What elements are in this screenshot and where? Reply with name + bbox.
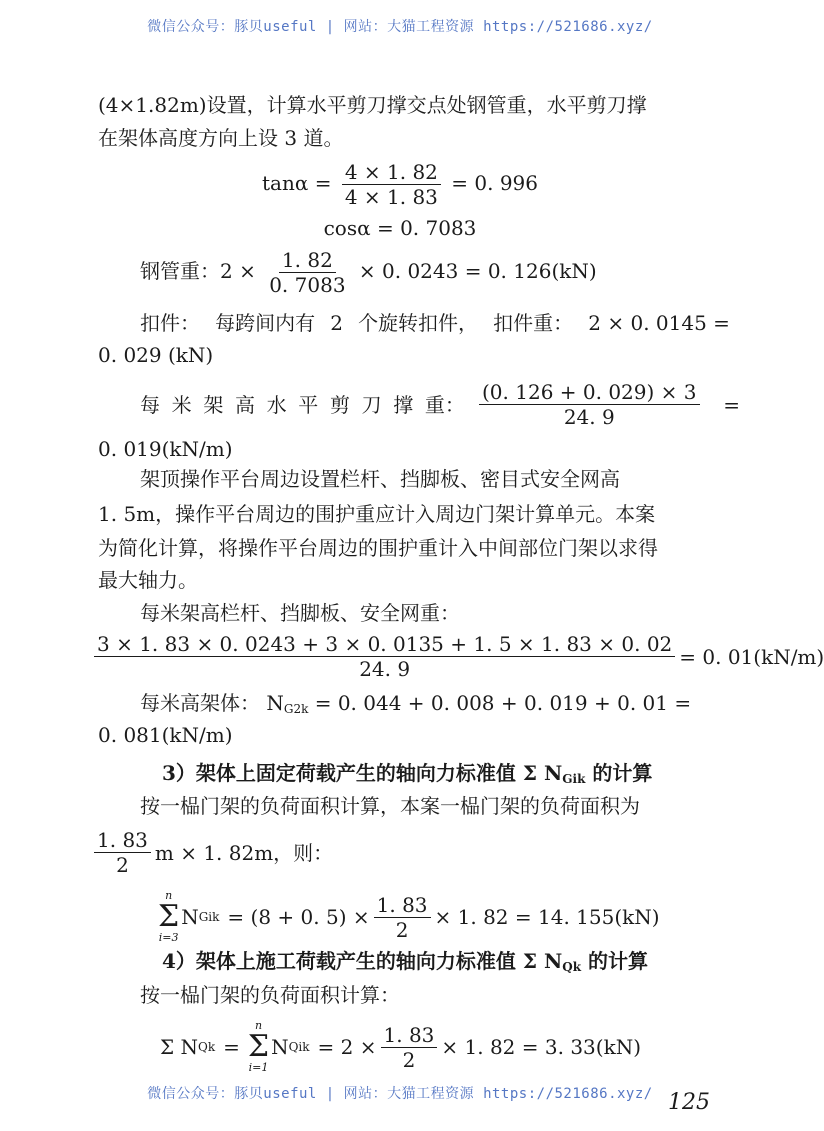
fraction-denominator: 2 bbox=[402, 1047, 416, 1072]
char: 米 bbox=[171, 392, 192, 417]
text-segment: 扣件： bbox=[140, 311, 200, 335]
char: 撑 bbox=[393, 392, 414, 417]
text-segment: 每跨间内有 bbox=[215, 311, 316, 335]
fraction bbox=[479, 380, 700, 429]
watermark-bottom: 微信公众号：豚贝useful | 网站：大猫工程资源 https://521686.xyz/ bbox=[147, 1086, 653, 1102]
text-line: 0. 029 (kN) bbox=[98, 343, 214, 367]
text-segment: 扣件重： bbox=[493, 311, 574, 335]
brace-label bbox=[140, 392, 465, 418]
char: 剪 bbox=[329, 392, 350, 417]
sigma-symbol: n Σ i=1 bbox=[247, 1019, 270, 1074]
text-segment: 个旋转扣件， bbox=[358, 311, 479, 335]
fraction-numerator: 1. 82 bbox=[279, 248, 336, 273]
fraction-denominator: 2 bbox=[116, 853, 129, 877]
heading-text: 的计算 bbox=[592, 761, 653, 785]
fraction-denominator: 4 × 1. 83 bbox=[344, 185, 438, 209]
text-line: 最大轴力。 bbox=[98, 568, 198, 592]
formula-text: × 1. 82 = 3. 33(kN) bbox=[441, 1035, 641, 1059]
sigma-lower: i=1 bbox=[248, 1061, 269, 1074]
sigma-lower: i=3 bbox=[158, 931, 179, 944]
formula-sum-gik bbox=[158, 890, 730, 944]
fraction bbox=[381, 1023, 438, 1072]
formula-rail bbox=[97, 632, 824, 681]
text-line: 每米架高栏杆、挡脚板、安全网重： bbox=[140, 601, 460, 625]
formula-text: 每米高架体： bbox=[140, 691, 260, 715]
watermark-top: 微信公众号：豚贝useful | 网站：大猫工程资源 https://521686.xyz/ bbox=[147, 19, 653, 35]
text-segment: 2 × 0. 0145 = bbox=[588, 311, 730, 335]
subscript: Qk bbox=[562, 960, 582, 974]
fraction bbox=[374, 893, 431, 942]
heading-text: 4）架体上施工荷载产生的轴向力标准值 Σ N bbox=[162, 949, 563, 973]
section-heading-3 bbox=[162, 760, 730, 792]
formula-text: = bbox=[223, 1035, 240, 1059]
sigma-upper: n bbox=[254, 1019, 263, 1032]
text-segment: 2 bbox=[330, 311, 343, 335]
formula-text: × 1. 82 = 14. 155(kN) bbox=[434, 905, 660, 929]
subscript: Qk bbox=[198, 1040, 216, 1054]
fraction-numerator: 1. 83 bbox=[94, 828, 151, 853]
subscript: G2k bbox=[283, 702, 309, 716]
formula-text: = 0. 996 bbox=[451, 171, 538, 195]
fraction-numerator: 3 × 1. 83 × 0. 0243 + 3 × 0. 0135 + 1. 5 × 1. 83 × 0. 02 bbox=[94, 632, 675, 657]
text-line: 按一榀门架的负荷面积计算，本案一榀门架的负荷面积为 bbox=[140, 794, 640, 818]
heading-text: 的计算 bbox=[588, 949, 649, 973]
char: 每 bbox=[140, 392, 160, 417]
section-heading-4 bbox=[162, 948, 730, 980]
sigma-symbol: n Σ i=3 bbox=[158, 889, 180, 944]
fraction-numerator: (0. 126 + 0. 029) × 3 bbox=[479, 380, 700, 405]
text-line: 0. 019(kN/m) bbox=[98, 437, 233, 461]
formula-text: m × 1. 82m，则： bbox=[154, 840, 334, 865]
text-line: 在架体高度方向上设 3 道。 bbox=[98, 126, 344, 150]
fraction-denominator: 0. 7083 bbox=[269, 273, 346, 297]
fraction bbox=[94, 632, 675, 681]
formula-text: = (8 + 0. 5) × bbox=[227, 905, 370, 929]
formula-text: Σ N bbox=[160, 1035, 198, 1059]
formula-frame bbox=[140, 690, 730, 722]
subscript: Gik bbox=[198, 910, 220, 924]
fraction-numerator: 1. 83 bbox=[374, 893, 431, 918]
formula-text: tanα = bbox=[261, 171, 332, 195]
text-line: 0. 081(kN/m) bbox=[98, 723, 233, 747]
char: 平 bbox=[298, 392, 319, 417]
formula-text: N bbox=[181, 905, 199, 929]
formula-text: 钢管重：2 × bbox=[140, 259, 256, 283]
formula-tan bbox=[0, 160, 800, 209]
char: 水 bbox=[266, 392, 287, 417]
char: 高 bbox=[234, 392, 255, 417]
fastener-line bbox=[140, 310, 730, 336]
fraction-numerator: 4 × 1. 82 bbox=[342, 160, 441, 185]
text-line: 按一榀门架的负荷面积计算： bbox=[140, 983, 400, 1007]
fraction-numerator: 1. 83 bbox=[381, 1023, 438, 1048]
char: 刀 bbox=[361, 392, 382, 417]
formula-text: = 0. 01(kN/m) bbox=[679, 644, 824, 669]
text-line: 架顶操作平台周边设置栏杆、挡脚板、密目式安全网高 bbox=[140, 467, 620, 491]
heading-text: 3）架体上固定荷载产生的轴向力标准值 Σ N bbox=[162, 761, 563, 785]
formula-text: × 0. 0243 = 0. 126(kN) bbox=[358, 259, 597, 283]
formula-sum-qik bbox=[160, 1020, 730, 1074]
page-number: 125 bbox=[668, 1090, 710, 1115]
text-line: 1. 5m，操作平台周边的围护重应计入周边门架计算单元。本案 bbox=[98, 502, 656, 526]
subscript: Gik bbox=[562, 772, 586, 786]
char: 重： bbox=[424, 392, 465, 417]
sigma-upper: n bbox=[165, 889, 173, 902]
formula-brace bbox=[140, 380, 740, 429]
text-line: (4×1.82m)设置，计算水平剪刀撑交点处钢管重，水平剪刀撑 bbox=[98, 93, 647, 117]
fraction bbox=[342, 160, 441, 209]
fraction-denominator: 2 bbox=[395, 917, 409, 942]
formula-cos: cosα = 0. 7083 bbox=[323, 216, 477, 240]
char: 架 bbox=[203, 392, 224, 417]
formula-steel bbox=[140, 248, 730, 297]
subscript: Qik bbox=[288, 1040, 310, 1054]
formula-text: N bbox=[271, 1035, 289, 1059]
fraction-denominator: 24. 9 bbox=[359, 657, 411, 681]
fraction-denominator: 24. 9 bbox=[563, 405, 615, 429]
formula-text: = bbox=[723, 392, 740, 417]
formula-text: = 0. 044 + 0. 008 + 0. 019 + 0. 01 = bbox=[314, 691, 692, 715]
formula-area bbox=[98, 828, 730, 877]
formula-text: N bbox=[266, 691, 284, 715]
formula-text: = 2 × bbox=[317, 1035, 377, 1059]
fraction bbox=[266, 248, 348, 297]
fraction bbox=[94, 828, 151, 877]
text-line: 为简化计算，将操作平台周边的围护重计入中间部位门架以求得 bbox=[98, 536, 658, 560]
